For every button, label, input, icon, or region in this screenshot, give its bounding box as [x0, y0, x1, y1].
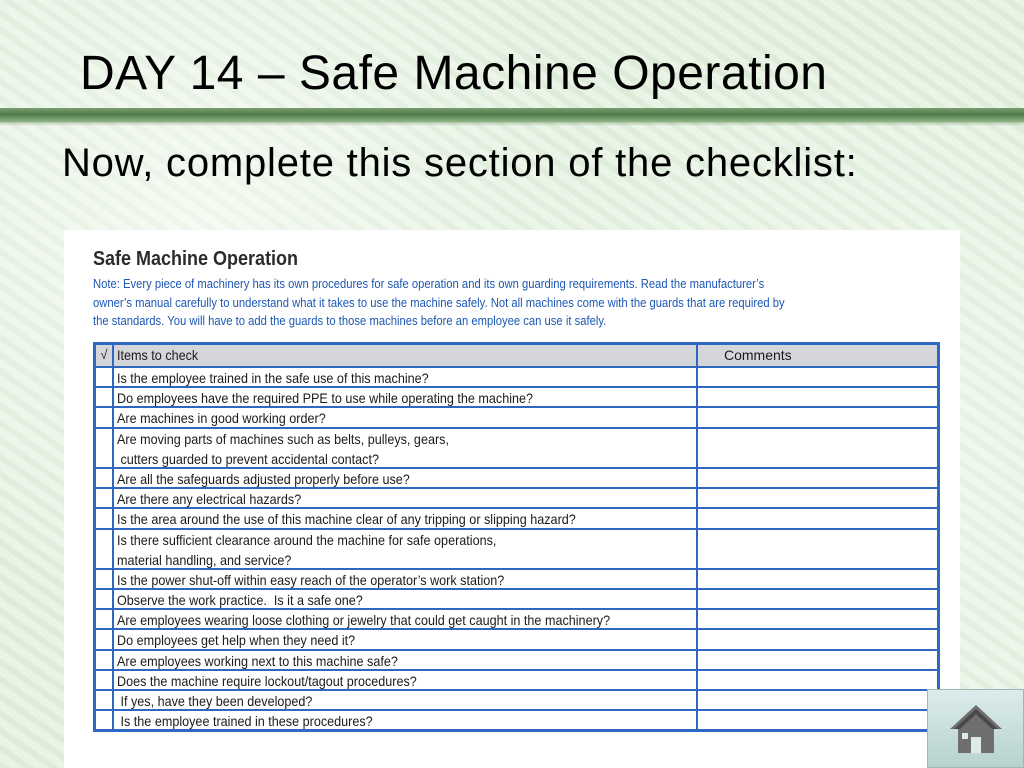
checklist-item: Is the employee trained in these procedures? [114, 711, 698, 729]
table-row [96, 507, 937, 527]
checklist-heading: Safe Machine Operation [93, 248, 299, 270]
checklist-item: Do employees get help when they need it? [114, 630, 698, 648]
table-row [96, 487, 937, 507]
check-cell[interactable] [96, 590, 114, 608]
checklist-note-line: Note: Every piece of machinery has its own procedures for safe operation and its own guarding requirements. Read the manufacturer’s [93, 277, 765, 291]
comments-column-header: Comments [724, 347, 792, 363]
check-cell[interactable] [96, 388, 114, 406]
checklist-item: Are employees working next to this machine safe? [114, 651, 698, 669]
table-row [96, 588, 937, 608]
check-cell[interactable] [96, 671, 114, 689]
home-icon [946, 699, 1006, 759]
check-cell[interactable] [96, 651, 114, 669]
table-row [96, 366, 937, 386]
comment-cell[interactable] [698, 530, 937, 568]
title-divider-bar [0, 108, 1024, 122]
comment-cell[interactable] [698, 429, 937, 467]
home-button[interactable] [927, 689, 1024, 768]
checklist-note-line: owner’s manual carefully to understand what it takes to use the machine safely. Not all machines come with the guards that are required by [93, 295, 785, 310]
comment-cell[interactable] [698, 368, 937, 386]
checklist-item: Does the machine require lockout/tagout procedures? [114, 671, 698, 689]
items-column-header: Items to check [114, 345, 698, 366]
checklist-item: Is there sufficient clearance around the machine for safe operations, material handling, and service? [114, 530, 698, 568]
table-row [96, 528, 937, 568]
checklist-item: Are employees wearing loose clothing or jewelry that could get caught in the machinery? [114, 610, 698, 628]
checklist-table [93, 342, 940, 732]
checklist-item: Are moving parts of machines such as belts, pulleys, gears, cutters guarded to prevent accidental contact? [114, 429, 698, 467]
table-row [96, 568, 937, 588]
checklist-item: Are there any electrical hazards? [114, 489, 698, 507]
table-row [96, 689, 937, 709]
check-cell[interactable] [96, 509, 114, 527]
comment-cell[interactable] [698, 691, 937, 709]
checklist-item: Are all the safeguards adjusted properly before use? [114, 469, 698, 487]
comment-cell[interactable] [698, 469, 937, 487]
checklist-item: Is the power shut-off within easy reach of the operator’s work station? [114, 570, 698, 588]
table-row [96, 649, 937, 669]
table-body [96, 366, 937, 729]
comment-cell[interactable] [698, 509, 937, 527]
table-header-row [96, 345, 937, 366]
check-cell[interactable] [96, 630, 114, 648]
checklist-item: If yes, have they been developed? [114, 691, 698, 709]
check-cell[interactable] [96, 368, 114, 386]
comment-cell[interactable] [698, 610, 937, 628]
check-cell[interactable] [96, 489, 114, 507]
checklist-item: Observe the work practice. Is it a safe one? [114, 590, 698, 608]
table-row [96, 608, 937, 628]
check-cell[interactable] [96, 570, 114, 588]
comment-cell[interactable] [698, 651, 937, 669]
table-row [96, 628, 937, 648]
checklist-item: Is the area around the use of this machine clear of any tripping or slipping hazard? [114, 509, 698, 527]
comment-cell[interactable] [698, 590, 937, 608]
check-cell[interactable] [96, 469, 114, 487]
table-row [96, 386, 937, 406]
comment-cell[interactable] [698, 408, 937, 426]
check-column-header: √ [96, 345, 114, 366]
check-cell[interactable] [96, 610, 114, 628]
table-row [96, 467, 937, 487]
table-row [96, 406, 937, 426]
title-divider-shadow [0, 122, 1024, 126]
comment-cell[interactable] [698, 630, 937, 648]
comment-cell[interactable] [698, 711, 937, 729]
checklist-item: Are machines in good working order? [114, 408, 698, 426]
checklist-note-line: the standards. You will have to add the guards to those machines before an employee can use it safely. [93, 314, 607, 328]
checklist-item: Do employees have the required PPE to use while operating the machine? [114, 388, 698, 406]
check-cell[interactable] [96, 691, 114, 709]
check-cell[interactable] [96, 530, 114, 568]
check-cell[interactable] [96, 429, 114, 467]
slide-title: DAY 14 – Safe Machine Operation [80, 47, 828, 100]
checklist-note [93, 275, 903, 331]
comment-cell[interactable] [698, 671, 937, 689]
table-row [96, 709, 937, 729]
checklist-item: Is the employee trained in the safe use of this machine? [114, 368, 698, 386]
comment-cell[interactable] [698, 489, 937, 507]
comment-cell[interactable] [698, 388, 937, 406]
table-row [96, 427, 937, 467]
instruction-text: Now, complete this section of the checklist: [62, 141, 858, 185]
table-row [96, 669, 937, 689]
checklist-form [64, 230, 960, 768]
check-cell[interactable] [96, 408, 114, 426]
comment-cell[interactable] [698, 570, 937, 588]
check-cell[interactable] [96, 711, 114, 729]
